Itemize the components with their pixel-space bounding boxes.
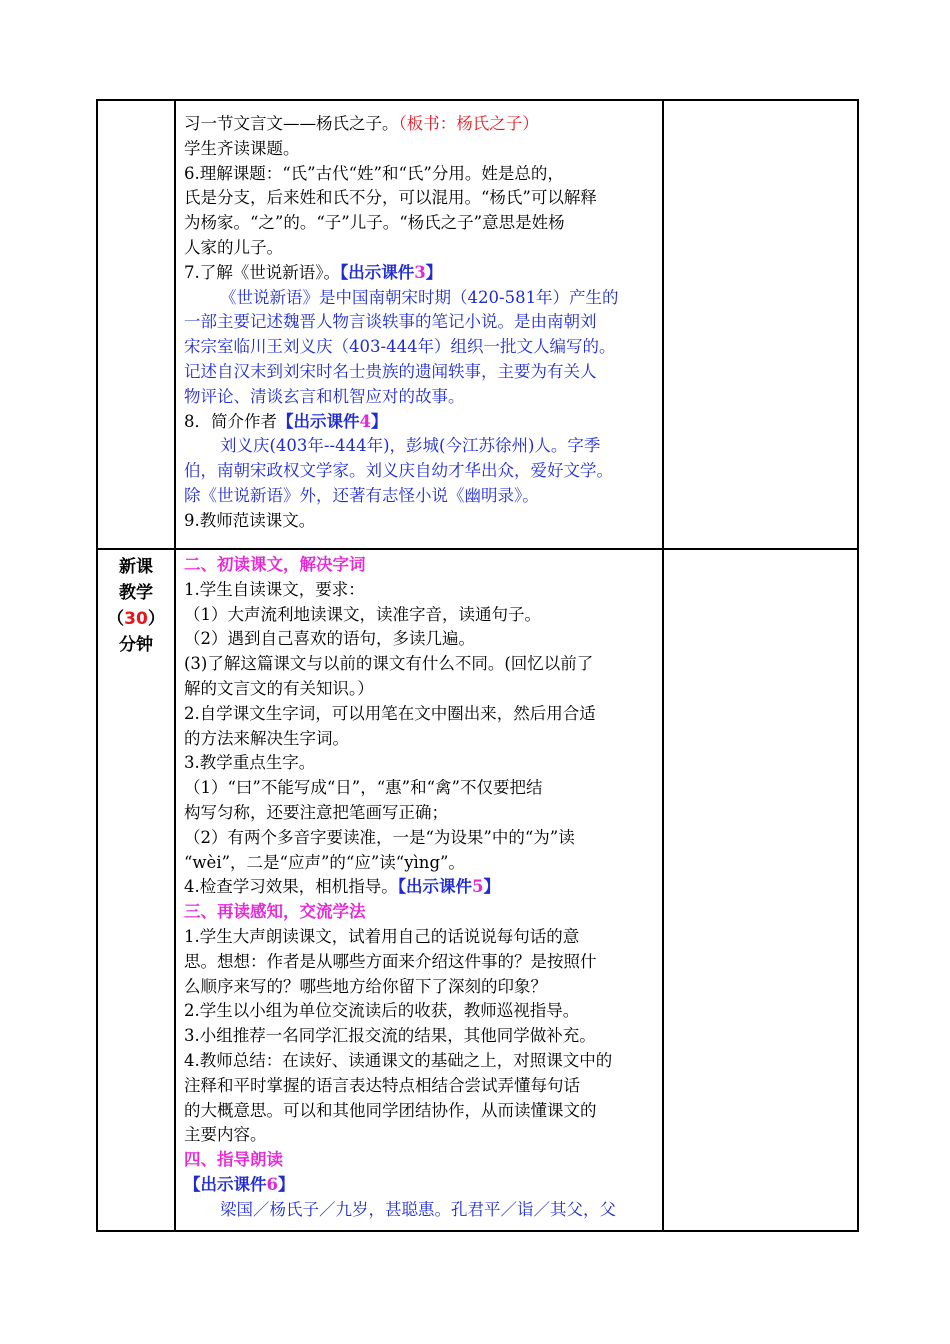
text-line: （1）“曰”不能写成“日”，“惠”和“禽”不仅要把结 xyxy=(184,778,543,798)
notes-cell-empty xyxy=(663,100,858,549)
text-line: 人家的儿子。 xyxy=(184,237,283,257)
blue-text-line: 梁国／杨氏子／九岁，甚聪惠。孔君平／诣／其父，父 xyxy=(220,1199,616,1219)
text-line: 解的文言文的有关知识。） xyxy=(184,678,374,698)
procedure-cell xyxy=(175,549,663,1231)
courseware-tag: 【出示课件 xyxy=(277,411,360,431)
text-line: “wèi”，二是“应声”的“应”读“yìng”。 xyxy=(184,852,465,872)
text-line: 4.检查学习效果，相机指导。【出示课件5】 xyxy=(184,877,500,897)
text-line: 1.学生自读课文，要求： xyxy=(184,579,365,599)
blue-text-line: 除《世说新语》外，还著有志怪小说《幽明录》。 xyxy=(184,485,539,505)
text-line: 3.小组推荐一名同学汇报交流的结果，其他同学做补充。 xyxy=(184,1026,596,1046)
text-line: 习一节文言文——杨氏之子。（板书：杨氏之子） xyxy=(184,114,539,133)
text-line: （2）有两个多音字要读准，一是“为设果”中的“为”读 xyxy=(184,827,575,847)
text-line: 氏是分支，后来姓和氏不分，可以混用。“杨氏”可以解释 xyxy=(184,188,597,208)
blue-text-line: 《世说新语》是中国南朝宋时期（420-581年）产生的 xyxy=(220,287,619,307)
text-line: 3.教学重点生字。 xyxy=(184,753,316,773)
text-line: 6.理解课题：“氏”古代“姓”和“氏”分用。姓是总的， xyxy=(184,163,564,183)
text-line: 2.学生以小组为单位交流读后的收获，教师巡视指导。 xyxy=(184,1001,580,1021)
stage-cell xyxy=(97,549,175,1231)
text-line: 构写匀称，还要注意把笔画写正确； xyxy=(184,802,448,822)
section-heading: 二、初读课文，解决字词 xyxy=(184,555,366,574)
blue-text-line: 一部主要记述魏晋人物言谈轶事的笔记小说。是由南朝刘 xyxy=(184,312,597,332)
blue-text-line: 物评论、清谈玄言和机智应对的故事。 xyxy=(184,386,465,406)
text-line: 主要内容。 xyxy=(184,1125,267,1145)
text-line: 1.学生大声朗读课文，试着用自己的话说说每句话的意 xyxy=(184,926,580,946)
text-line: 注释和平时掌握的语言表达特点相结合尝试弄懂每句话 xyxy=(184,1075,580,1095)
procedure-cell xyxy=(175,100,663,549)
lesson-plan-table xyxy=(96,99,859,1232)
text-line: 2.自学课文生字词，可以用笔在文中圈出来，然后用合适 xyxy=(184,703,596,723)
text-line: 思。想想：作者是从哪些方面来介绍这件事的？是按照什 xyxy=(184,951,597,971)
text-line: 么顺序来写的？哪些地方给你留下了深刻的印象？ xyxy=(184,976,547,996)
text-line: 的大概意思。可以和其他同学团结协作，从而读懂课文的 xyxy=(184,1100,597,1120)
stage-minutes: 30 xyxy=(124,609,148,629)
courseware-tag: 【出示课件 xyxy=(340,262,415,282)
text-line: （2）遇到自己喜欢的语句，多读几遍。 xyxy=(184,629,475,649)
text-line: 为杨家。“之”的。“子”儿子。“杨氏之子”意思是姓杨 xyxy=(184,213,565,233)
blue-text-line: 记述自汉末到刘宋时名士贵族的遗闻轶事，主要为有关人 xyxy=(184,361,597,381)
text-line: 的方法来解决生字词。 xyxy=(184,728,349,748)
text-line: 【出示课件6】 xyxy=(184,1174,295,1194)
stage-cell-empty xyxy=(97,100,175,549)
board-note: （板书：杨氏之子） xyxy=(398,114,539,133)
blue-text-line: 宋宗室临川王刘义庆（403-444年）组织一批文人编写的。 xyxy=(184,337,616,357)
table-row xyxy=(97,100,858,549)
text-line: （1）大声流利地读课文，读准字音，读通句子。 xyxy=(184,604,541,624)
text-line: 9.教师范读课文。 xyxy=(184,510,316,530)
section-heading: 四、指导朗读 xyxy=(184,1150,283,1170)
blue-text-line: 伯，南朝宋政权文学家。刘义庆自幼才华出众，爱好文学。 xyxy=(184,461,613,481)
notes-cell-empty xyxy=(663,549,858,1231)
text-line: (3)了解这篇课文与以前的课文有什么不同。(回忆以前了 xyxy=(184,654,594,674)
text-line: 4.教师总结：在读好、读通课文的基础之上，对照课文中的 xyxy=(184,1050,613,1070)
procedure-content-part2 xyxy=(176,550,662,1229)
table-row xyxy=(97,549,858,1231)
stage-label: 新课 教学 （30） 分钟 xyxy=(107,557,165,655)
courseware-tag: 【出示课件 xyxy=(184,1174,267,1194)
text-line: 8．简介作者【出示课件4】 xyxy=(184,411,388,431)
text-line: 7.了解《世说新语》。【出示课件3】 xyxy=(184,262,443,282)
courseware-tag: 【出示课件 xyxy=(397,877,472,897)
section-heading: 三、再读感知，交流学法 xyxy=(184,902,366,922)
blue-text-line: 刘义庆(403年--444年)，彭城(今江苏徐州)人。字季 xyxy=(220,436,601,456)
text-line: 学生齐读课题。 xyxy=(184,138,300,158)
procedure-content-part1 xyxy=(176,101,662,542)
